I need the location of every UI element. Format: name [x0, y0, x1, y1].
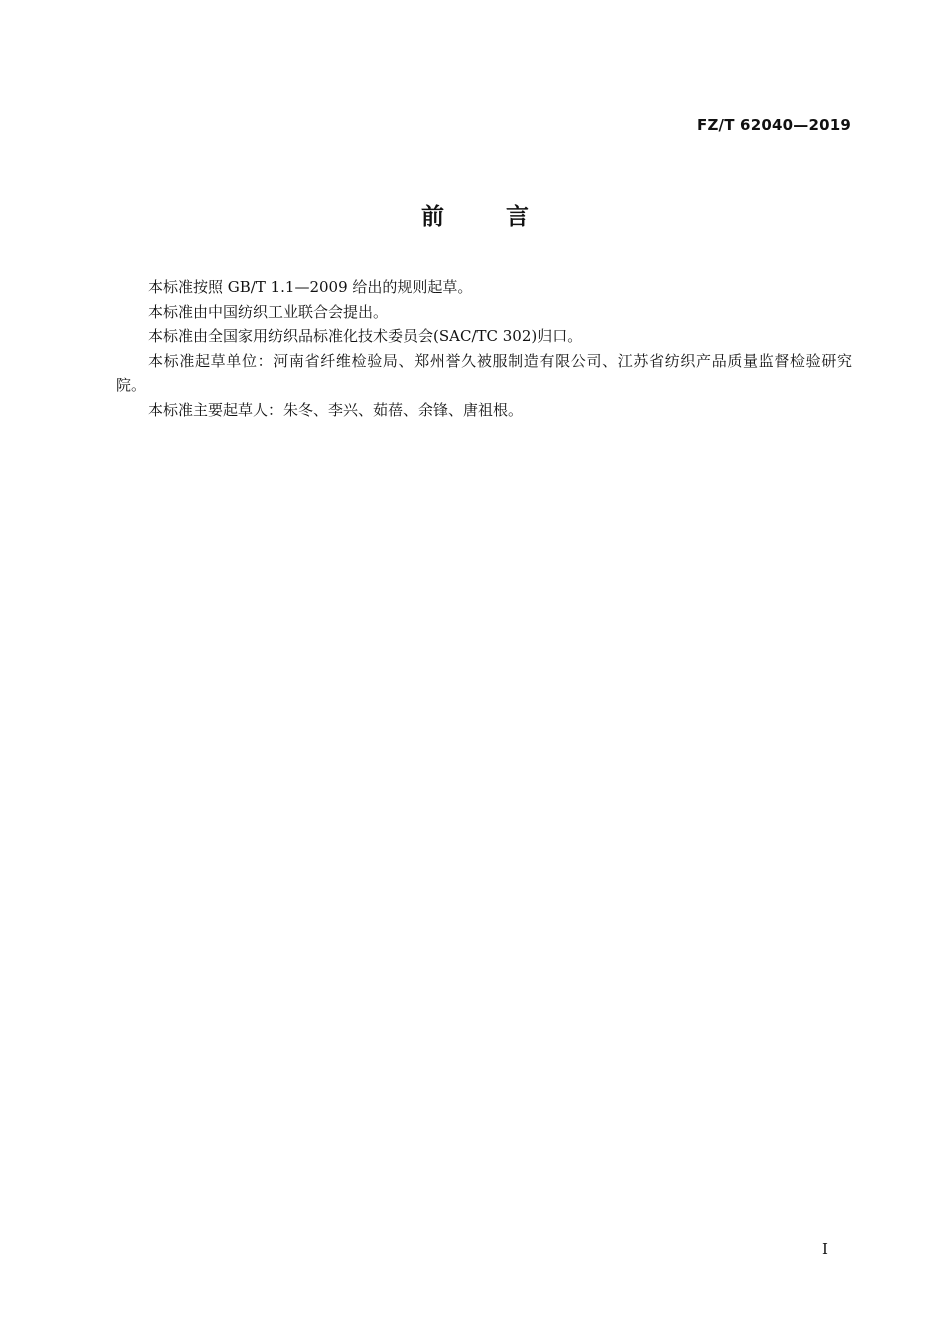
foreword-body [116, 275, 852, 422]
paragraph-drafting-organizations: 本标准起草单位：河南省纤维检验局、郑州誉久被服制造有限公司、江苏省纺织产品质量监督检验研究院。 [116, 351, 852, 394]
page-title: 前言 [421, 204, 591, 230]
paragraph-proposer: 本标准由中国纺织工业联合会提出。 [148, 302, 389, 321]
page-number: I [822, 1240, 828, 1258]
paragraph-administrator: 本标准由全国家用纺织品标准化技术委员会(SAC/TC 302)归口。 [148, 327, 583, 345]
paragraph-drafting-rules: 本标准按照 GB/T 1.1—2009 给出的规则起草。 [148, 278, 473, 296]
paragraph-drafters: 本标准主要起草人：朱冬、李兴、茹蓓、余锋、唐祖根。 [148, 400, 524, 419]
standard-number: FZ/T 62040—2019 [697, 116, 851, 134]
